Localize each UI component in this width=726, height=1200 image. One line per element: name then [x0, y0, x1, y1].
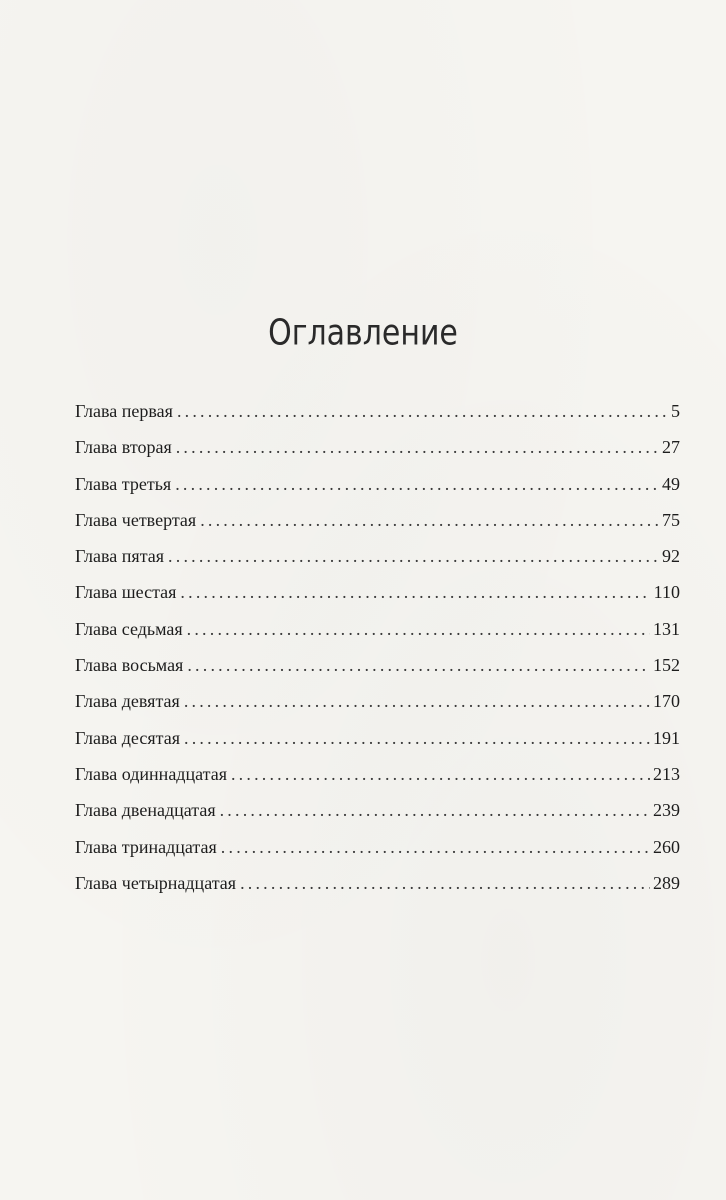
toc-entry — [75, 505, 680, 541]
dot-leader — [187, 614, 650, 644]
toc-entry — [75, 541, 680, 577]
page-number: 213 — [653, 763, 680, 784]
chapter-title: Глава четвертая — [75, 509, 197, 530]
page-number: 92 — [662, 546, 680, 567]
dot-leader — [220, 795, 650, 825]
page-number: 289 — [653, 872, 680, 893]
dot-leader — [221, 832, 650, 862]
chapter-title: Глава восьмая — [75, 655, 184, 676]
page-number: 152 — [653, 655, 680, 676]
page-number: 110 — [653, 582, 680, 603]
toc-entry — [75, 686, 680, 722]
toc-entry — [75, 868, 680, 904]
dot-leader — [184, 723, 650, 753]
toc-entry — [75, 396, 680, 432]
toc-entry — [75, 759, 680, 795]
dot-leader — [231, 759, 650, 789]
page-number: 49 — [662, 473, 680, 494]
dot-leader — [176, 432, 659, 462]
page-number: 239 — [653, 800, 680, 821]
page-number: 27 — [662, 437, 680, 458]
toc-entry — [75, 723, 680, 759]
dot-leader — [175, 469, 659, 499]
chapter-title: Глава девятая — [75, 691, 180, 712]
page-number: 260 — [653, 836, 680, 857]
page-number: 191 — [653, 727, 680, 748]
page-title: Оглавление — [268, 312, 458, 355]
chapter-title: Глава двенадцатая — [75, 800, 216, 821]
table-of-contents — [75, 396, 680, 904]
page-number: 75 — [662, 509, 680, 530]
chapter-title: Глава шестая — [75, 582, 177, 603]
chapter-title: Глава вторая — [75, 437, 172, 458]
dot-leader — [180, 577, 650, 607]
page-number: 131 — [653, 618, 680, 639]
chapter-title: Глава пятая — [75, 546, 165, 567]
chapter-title: Глава четырнадцатая — [75, 872, 237, 893]
dot-leader — [187, 650, 650, 680]
dot-leader — [200, 505, 659, 535]
page-number: 170 — [653, 691, 680, 712]
dot-leader — [177, 396, 668, 426]
chapter-title: Глава седьмая — [75, 618, 183, 639]
toc-entry — [75, 432, 680, 468]
toc-entry — [75, 614, 680, 650]
toc-entry — [75, 577, 680, 613]
chapter-title: Глава третья — [75, 473, 172, 494]
chapter-title: Глава десятая — [75, 727, 180, 748]
chapter-title: Глава первая — [75, 401, 173, 421]
toc-entry — [75, 795, 680, 831]
toc-entry — [75, 650, 680, 686]
dot-leader — [168, 541, 659, 571]
page-number: 5 — [671, 401, 680, 421]
dot-leader — [240, 868, 650, 898]
dot-leader — [184, 686, 650, 716]
chapter-title: Глава тринадцатая — [75, 836, 217, 857]
toc-entry — [75, 469, 680, 505]
toc-entry — [75, 832, 680, 868]
chapter-title: Глава одиннадцатая — [75, 763, 227, 784]
